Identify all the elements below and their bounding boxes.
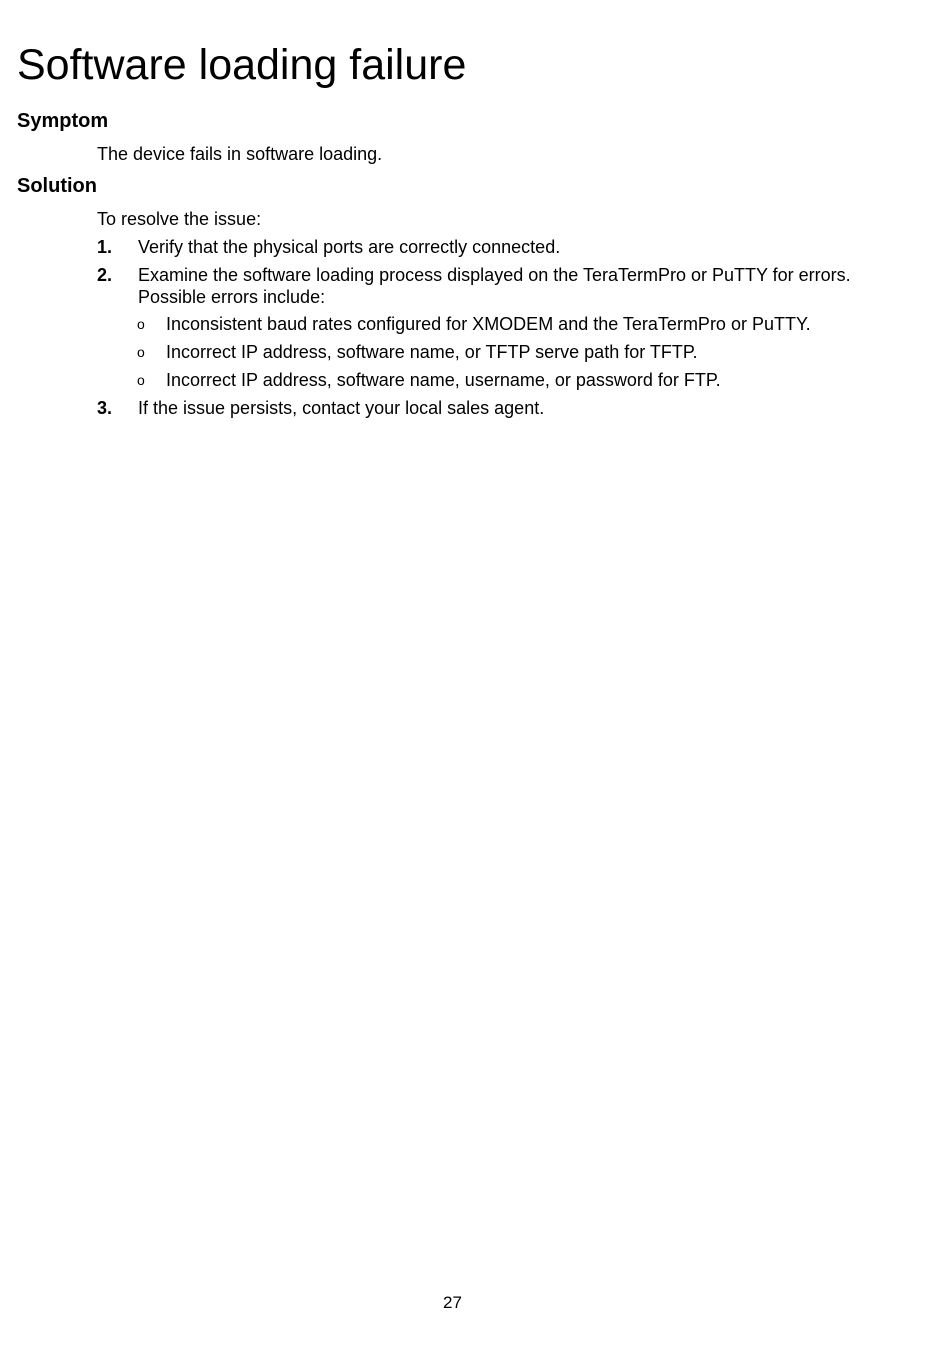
- error-text: Incorrect IP address, software name, or TFTP serve path for TFTP.: [166, 342, 698, 362]
- step-text: Examine the software loading process displayed on the TeraTermPro or PuTTY for errors.: [138, 265, 851, 285]
- symptom-heading: Symptom: [17, 110, 109, 132]
- step-number: 1.: [97, 237, 113, 257]
- page-number: 27: [443, 1293, 462, 1312]
- error-text: Inconsistent baud rates configured for XMODEM and the TeraTermPro or PuTTY.: [166, 314, 811, 334]
- error-text: Incorrect IP address, software name, username, or password for FTP.: [166, 370, 721, 390]
- step-number: 3.: [97, 398, 113, 418]
- solution-intro: To resolve the issue:: [97, 209, 262, 229]
- solution-heading: Solution: [17, 175, 97, 197]
- step-number: 2.: [97, 265, 113, 285]
- hollow-bullet-icon: o: [137, 372, 145, 388]
- step-text-block: [138, 264, 878, 308]
- step-text-continuation: Possible errors include:: [138, 287, 326, 307]
- page-title: Software loading failure: [17, 41, 467, 89]
- hollow-bullet-icon: o: [137, 316, 145, 332]
- hollow-bullet-icon: o: [137, 344, 145, 360]
- symptom-text: The device fails in software loading.: [97, 144, 383, 164]
- step-text: Verify that the physical ports are correctly connected.: [138, 237, 561, 257]
- step-text: If the issue persists, contact your local sales agent.: [138, 398, 545, 418]
